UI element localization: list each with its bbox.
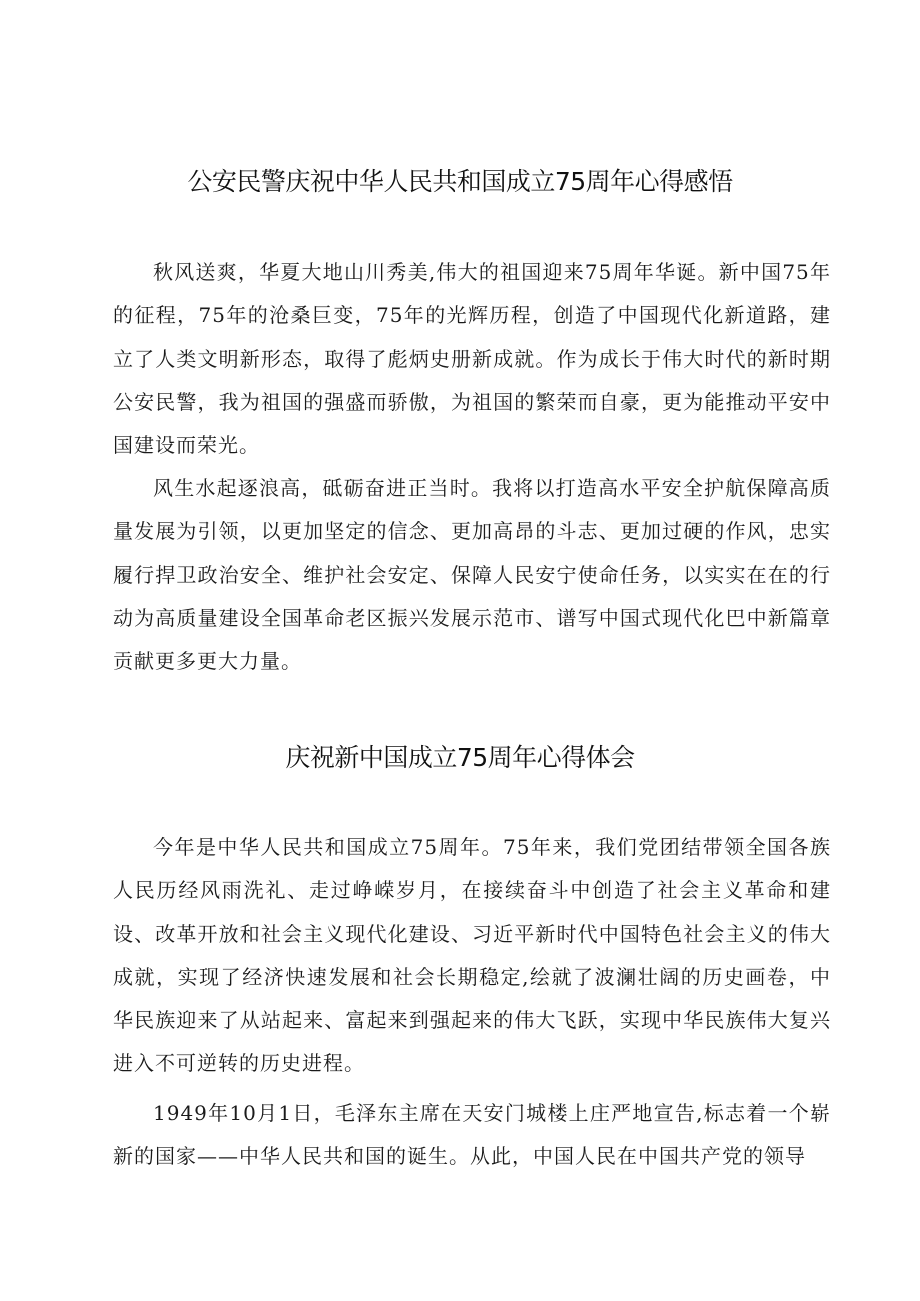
- article-2-paragraph-2: 1949年10月1日，毛泽东主席在天安门城楼上庄严地宣告,标志着一个崭新的国家——中华人民共和国的诞生。从此，中国人民在中国共产党的领导: [113, 1101, 831, 1169]
- article-1-title: 公安民警庆祝中华人民共和国成立75周年心得感悟: [187, 167, 733, 196]
- article-1-paragraph-1: 秋风送爽，华夏大地山川秀美,伟大的祖国迎来75周年华诞。新中国75年的征程，75年的沧桑巨变，75年的光辉历程，创造了中国现代化新道路，建立了人类文明新形态，取得了彪炳史册新成就。作为成长于伟大时代的新时期公安民警，我为祖国的强盛而骄傲，为祖国的繁荣而自豪，更为能推动平安中国建设而荣光。: [113, 260, 831, 458]
- article-1-paragraph-2: 风生水起逐浪高，砥砺奋进正当时。我将以打造高水平安全护航保障高质量发展为引领，以更加坚定的信念、更加高昂的斗志、更加过硬的作风，忠实履行捍卫政治安全、维护社会安定、保障人民安宁使命任务，以实实在在的行动为高质量建设全国革命老区振兴发展示范市、谱写中国式现代化巴中新篇章贡献更多更大力量。: [113, 476, 831, 674]
- article-2-title: 庆祝新中国成立75周年心得体会: [285, 743, 635, 772]
- article-2-paragraph-1: 今年是中华人民共和国成立75周年。75年来，我们党团结带领全国各族人民历经风雨洗礼、走过峥嵘岁月，在接续奋斗中创造了社会主义革命和建设、改革开放和社会主义现代化建设、习近平新时代中国特色社会主义的伟大成就，实现了经济快速发展和社会长期稳定,绘就了波澜壮阔的历史画卷，中华民族迎来了从站起来、富起来到强起来的伟大飞跃，实现中华民族伟大复兴进入不可逆转的历史进程。: [113, 835, 831, 1076]
